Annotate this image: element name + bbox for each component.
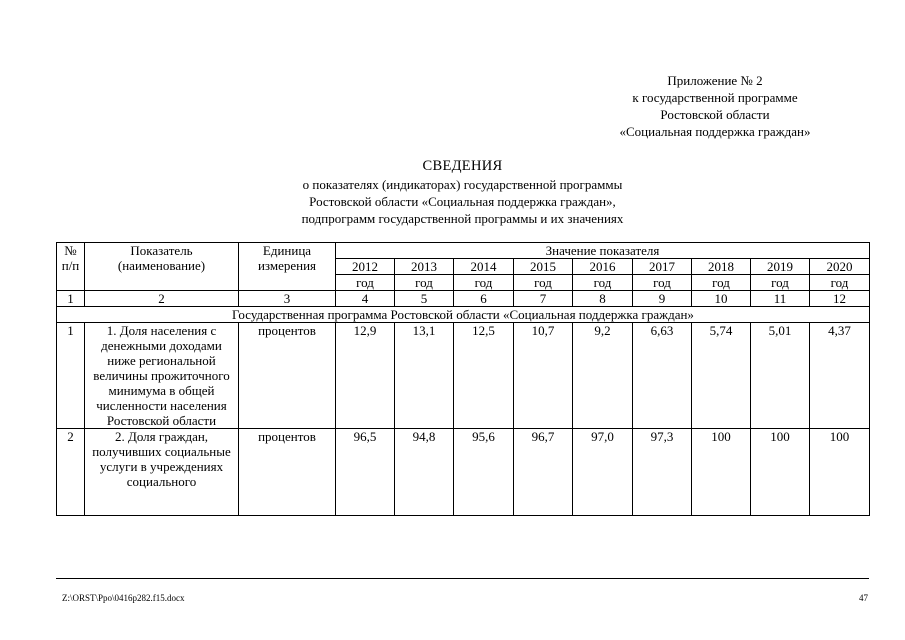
indicator-name: 2. Доля граждан, получивших социальные услуги в учреждениях социального xyxy=(92,429,231,489)
header-year: 2012 xyxy=(336,259,395,275)
column-number: 11 xyxy=(751,291,810,307)
section-title: Государственная программа Ростовской области «Социальная поддержка граждан» xyxy=(57,307,870,323)
heading-line: о показателях (индикаторах) государственной программы xyxy=(302,177,623,192)
indicator-unit: процентов xyxy=(239,323,336,429)
appendix-line: к государственной программе xyxy=(632,90,798,105)
header-unit: Единица измерения xyxy=(239,243,336,291)
table-bottom-border xyxy=(56,578,869,579)
indicator-value: 13,1 xyxy=(395,323,454,429)
header-year: 2013 xyxy=(395,259,454,275)
column-number: 12 xyxy=(810,291,870,307)
indicator-value: 95,6 xyxy=(454,429,514,516)
appendix-note xyxy=(565,72,865,140)
header-year: 2014 xyxy=(454,259,514,275)
appendix-line: Ростовской области xyxy=(660,107,770,122)
heading-line: Ростовской области «Социальная поддержка граждан», xyxy=(309,194,616,209)
heading-line: подпрограмм государственной программы и их значениях xyxy=(301,211,624,226)
column-number: 2 xyxy=(85,291,239,307)
row-number: 1 xyxy=(57,323,85,429)
header-value: Значение показателя xyxy=(336,243,870,259)
indicator-value: 6,63 xyxy=(633,323,692,429)
page-bottom-mask xyxy=(0,578,905,640)
indicator-unit: процентов xyxy=(239,429,336,516)
header-name: Показатель (наименование) xyxy=(85,243,239,291)
indicator-value: 12,5 xyxy=(454,323,514,429)
appendix-line: «Социальная поддержка граждан» xyxy=(619,124,811,139)
indicator-value: 97,3 xyxy=(633,429,692,516)
header-year-suffix: год xyxy=(336,275,395,291)
indicator-value: 9,2 xyxy=(573,323,633,429)
indicators-table xyxy=(56,242,870,516)
column-number: 8 xyxy=(573,291,633,307)
header-year-suffix: год xyxy=(454,275,514,291)
header-year: 2016 xyxy=(573,259,633,275)
indicator-value: 12,9 xyxy=(336,323,395,429)
indicator-value: 100 xyxy=(810,429,870,516)
table-row xyxy=(57,429,870,516)
header-year: 2019 xyxy=(751,259,810,275)
header-year: 2018 xyxy=(692,259,751,275)
header-year: 2017 xyxy=(633,259,692,275)
header-year-suffix: год xyxy=(395,275,454,291)
header-year-suffix: год xyxy=(573,275,633,291)
header-year: 2020 xyxy=(810,259,870,275)
header-year: 2015 xyxy=(514,259,573,275)
table-header-row xyxy=(57,243,870,259)
indicator-name: 1. Доля населения с денежными доходами ниже региональной величины прожиточного минимума в общей численности населения Ростовской области xyxy=(85,323,239,429)
indicator-name-cell xyxy=(85,429,239,516)
footer-page-number: 47 xyxy=(859,593,868,603)
heading-title: СВЕДЕНИЯ xyxy=(422,158,503,174)
column-number: 5 xyxy=(395,291,454,307)
column-numbers-row xyxy=(57,291,870,307)
header-year-suffix: год xyxy=(692,275,751,291)
table-row xyxy=(57,323,870,429)
column-number: 6 xyxy=(454,291,514,307)
indicator-value: 5,74 xyxy=(692,323,751,429)
column-number: 1 xyxy=(57,291,85,307)
header-year-suffix: год xyxy=(633,275,692,291)
section-row xyxy=(57,307,870,323)
column-number: 9 xyxy=(633,291,692,307)
header-year-suffix: год xyxy=(514,275,573,291)
appendix-line: Приложение № 2 xyxy=(667,73,763,88)
column-number: 7 xyxy=(514,291,573,307)
indicator-value: 5,01 xyxy=(751,323,810,429)
indicator-value: 100 xyxy=(751,429,810,516)
indicator-value: 10,7 xyxy=(514,323,573,429)
header-no: № п/п xyxy=(57,243,85,291)
column-number: 10 xyxy=(692,291,751,307)
column-number: 3 xyxy=(239,291,336,307)
indicator-value: 4,37 xyxy=(810,323,870,429)
header-year-suffix: год xyxy=(751,275,810,291)
indicator-value: 97,0 xyxy=(573,429,633,516)
footer-file-path: Z:\ORST\Ppo\0416p282.f15.docx xyxy=(62,593,185,603)
indicator-value: 96,5 xyxy=(336,429,395,516)
column-number: 4 xyxy=(336,291,395,307)
indicator-value: 96,7 xyxy=(514,429,573,516)
header-year-suffix: год xyxy=(810,275,870,291)
indicator-value: 100 xyxy=(692,429,751,516)
document-heading xyxy=(200,157,725,227)
row-number: 2 xyxy=(57,429,85,516)
indicator-value: 94,8 xyxy=(395,429,454,516)
